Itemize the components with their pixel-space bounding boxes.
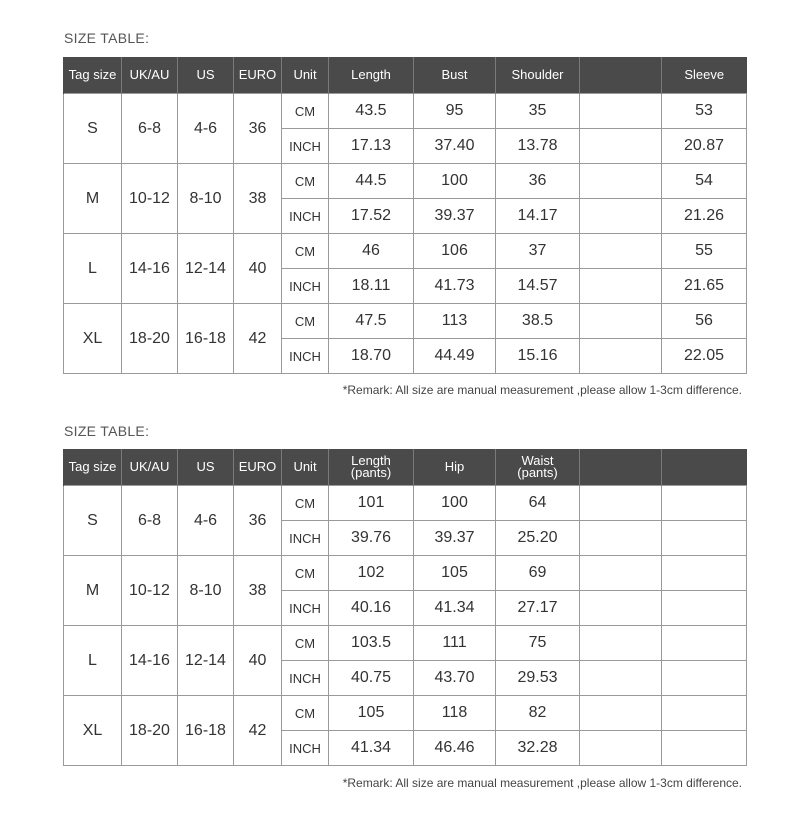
measurement-cell: 37.40 bbox=[414, 129, 496, 164]
table-header-row bbox=[64, 449, 747, 486]
size-table-tops bbox=[63, 57, 747, 374]
measurement-cell: 69 bbox=[496, 556, 580, 591]
size-euro-cell: 42 bbox=[234, 696, 282, 766]
measurement-cell: 20.87 bbox=[662, 129, 747, 164]
measurement-cell: 40.16 bbox=[329, 591, 414, 626]
measurement-cell: 41.34 bbox=[414, 591, 496, 626]
measurement-cell: 101 bbox=[329, 486, 414, 521]
measurement-cell: 13.78 bbox=[496, 129, 580, 164]
measurement-cell: 54 bbox=[662, 164, 747, 199]
measurement-cell: 41.34 bbox=[329, 731, 414, 766]
column-header: Shoulder bbox=[496, 57, 580, 94]
measurement-cell: 41.73 bbox=[414, 269, 496, 304]
measurement-cell: 46.46 bbox=[414, 731, 496, 766]
measurement-cell: 18.11 bbox=[329, 269, 414, 304]
measurement-cell: 15.16 bbox=[496, 339, 580, 374]
unit-cell: CM bbox=[282, 696, 329, 731]
unit-cell: INCH bbox=[282, 591, 329, 626]
unit-cell: INCH bbox=[282, 269, 329, 304]
measurement-cell bbox=[580, 626, 662, 661]
measurement-cell bbox=[580, 94, 662, 129]
measurement-cell bbox=[662, 556, 747, 591]
size-uk-cell: 10-12 bbox=[122, 164, 178, 234]
column-header: Unit bbox=[282, 57, 329, 94]
measurement-cell: 44.5 bbox=[329, 164, 414, 199]
table-row bbox=[64, 94, 747, 129]
measurement-cell bbox=[580, 591, 662, 626]
size-euro-cell: 38 bbox=[234, 556, 282, 626]
size-us-cell: 12-14 bbox=[178, 234, 234, 304]
measurement-cell: 43.70 bbox=[414, 661, 496, 696]
remark-text: *Remark: All size are manual measurement ,please allow 1-3cm difference. bbox=[342, 383, 742, 397]
column-header: EURO bbox=[234, 449, 282, 486]
column-header: US bbox=[178, 449, 234, 486]
measurement-cell: 53 bbox=[662, 94, 747, 129]
measurement-cell bbox=[580, 339, 662, 374]
unit-cell: INCH bbox=[282, 199, 329, 234]
column-header: UK/AU bbox=[122, 57, 178, 94]
measurement-cell: 113 bbox=[414, 304, 496, 339]
measurement-cell: 75 bbox=[496, 626, 580, 661]
size-uk-cell: 14-16 bbox=[122, 234, 178, 304]
size-euro-cell: 40 bbox=[234, 626, 282, 696]
measurement-cell: 43.5 bbox=[329, 94, 414, 129]
size-us-cell: 4-6 bbox=[178, 94, 234, 164]
measurement-cell: 39.76 bbox=[329, 521, 414, 556]
measurement-cell: 22.05 bbox=[662, 339, 747, 374]
size-tag-cell: M bbox=[64, 164, 122, 234]
measurement-cell bbox=[580, 521, 662, 556]
column-header: EURO bbox=[234, 57, 282, 94]
measurement-cell: 14.17 bbox=[496, 199, 580, 234]
table-row bbox=[64, 304, 747, 339]
measurement-cell: 38.5 bbox=[496, 304, 580, 339]
measurement-cell: 82 bbox=[496, 696, 580, 731]
measurement-cell bbox=[662, 486, 747, 521]
measurement-cell: 14.57 bbox=[496, 269, 580, 304]
measurement-cell: 39.37 bbox=[414, 199, 496, 234]
unit-cell: CM bbox=[282, 556, 329, 591]
column-header: Tag size bbox=[64, 449, 122, 486]
table-row bbox=[64, 696, 747, 731]
unit-cell: INCH bbox=[282, 129, 329, 164]
measurement-cell: 102 bbox=[329, 556, 414, 591]
column-header: Waist (pants) bbox=[496, 449, 580, 486]
measurement-cell: 35 bbox=[496, 94, 580, 129]
unit-cell: CM bbox=[282, 94, 329, 129]
size-uk-cell: 18-20 bbox=[122, 696, 178, 766]
measurement-cell bbox=[580, 164, 662, 199]
measurement-cell: 95 bbox=[414, 94, 496, 129]
unit-cell: CM bbox=[282, 486, 329, 521]
measurement-cell: 29.53 bbox=[496, 661, 580, 696]
unit-cell: INCH bbox=[282, 661, 329, 696]
unit-cell: CM bbox=[282, 164, 329, 199]
column-header: Tag size bbox=[64, 57, 122, 94]
measurement-cell bbox=[662, 591, 747, 626]
size-uk-cell: 6-8 bbox=[122, 486, 178, 556]
measurement-cell: 118 bbox=[414, 696, 496, 731]
measurement-cell: 21.65 bbox=[662, 269, 747, 304]
column-header: US bbox=[178, 57, 234, 94]
size-euro-cell: 42 bbox=[234, 304, 282, 374]
measurement-cell: 64 bbox=[496, 486, 580, 521]
measurement-cell: 100 bbox=[414, 486, 496, 521]
measurement-cell: 44.49 bbox=[414, 339, 496, 374]
measurement-cell bbox=[580, 486, 662, 521]
measurement-cell: 39.37 bbox=[414, 521, 496, 556]
size-tag-cell: S bbox=[64, 486, 122, 556]
measurement-cell: 37 bbox=[496, 234, 580, 269]
size-table-title: SIZE TABLE: bbox=[64, 30, 150, 46]
size-us-cell: 4-6 bbox=[178, 486, 234, 556]
size-euro-cell: 40 bbox=[234, 234, 282, 304]
size-tag-cell: L bbox=[64, 234, 122, 304]
measurement-cell: 100 bbox=[414, 164, 496, 199]
size-uk-cell: 14-16 bbox=[122, 626, 178, 696]
measurement-cell bbox=[580, 304, 662, 339]
table-row bbox=[64, 164, 747, 199]
measurement-cell bbox=[580, 731, 662, 766]
size-euro-cell: 38 bbox=[234, 164, 282, 234]
size-table-pants bbox=[63, 449, 747, 766]
size-table-title: SIZE TABLE: bbox=[64, 423, 150, 439]
column-header: Sleeve bbox=[662, 57, 747, 94]
measurement-cell bbox=[580, 269, 662, 304]
measurement-cell bbox=[580, 129, 662, 164]
measurement-cell bbox=[662, 626, 747, 661]
measurement-cell: 40.75 bbox=[329, 661, 414, 696]
table-row bbox=[64, 234, 747, 269]
size-us-cell: 8-10 bbox=[178, 556, 234, 626]
size-tag-cell: XL bbox=[64, 696, 122, 766]
measurement-cell: 47.5 bbox=[329, 304, 414, 339]
measurement-cell bbox=[580, 234, 662, 269]
measurement-cell bbox=[662, 521, 747, 556]
measurement-cell: 17.13 bbox=[329, 129, 414, 164]
column-header bbox=[662, 449, 747, 486]
size-uk-cell: 10-12 bbox=[122, 556, 178, 626]
size-us-cell: 12-14 bbox=[178, 626, 234, 696]
measurement-cell bbox=[580, 661, 662, 696]
measurement-cell bbox=[662, 731, 747, 766]
measurement-cell: 21.26 bbox=[662, 199, 747, 234]
table-header-row bbox=[64, 57, 747, 94]
unit-cell: CM bbox=[282, 626, 329, 661]
size-us-cell: 16-18 bbox=[178, 696, 234, 766]
table-row bbox=[64, 626, 747, 661]
unit-cell: INCH bbox=[282, 731, 329, 766]
measurement-cell bbox=[580, 696, 662, 731]
column-header: Bust bbox=[414, 57, 496, 94]
measurement-cell: 106 bbox=[414, 234, 496, 269]
measurement-cell: 27.17 bbox=[496, 591, 580, 626]
measurement-cell: 56 bbox=[662, 304, 747, 339]
measurement-cell: 55 bbox=[662, 234, 747, 269]
measurement-cell bbox=[662, 696, 747, 731]
column-header: UK/AU bbox=[122, 449, 178, 486]
measurement-cell: 18.70 bbox=[329, 339, 414, 374]
column-header: Unit bbox=[282, 449, 329, 486]
column-header: Length (pants) bbox=[329, 449, 414, 486]
size-tag-cell: M bbox=[64, 556, 122, 626]
size-tag-cell: S bbox=[64, 94, 122, 164]
measurement-cell bbox=[580, 556, 662, 591]
unit-cell: CM bbox=[282, 234, 329, 269]
size-euro-cell: 36 bbox=[234, 94, 282, 164]
unit-cell: INCH bbox=[282, 521, 329, 556]
table-row bbox=[64, 486, 747, 521]
size-uk-cell: 18-20 bbox=[122, 304, 178, 374]
measurement-cell bbox=[580, 199, 662, 234]
column-header bbox=[580, 449, 662, 486]
size-us-cell: 8-10 bbox=[178, 164, 234, 234]
unit-cell: CM bbox=[282, 304, 329, 339]
size-tag-cell: XL bbox=[64, 304, 122, 374]
measurement-cell: 32.28 bbox=[496, 731, 580, 766]
size-euro-cell: 36 bbox=[234, 486, 282, 556]
measurement-cell: 36 bbox=[496, 164, 580, 199]
measurement-cell: 105 bbox=[414, 556, 496, 591]
measurement-cell: 105 bbox=[329, 696, 414, 731]
size-tag-cell: L bbox=[64, 626, 122, 696]
measurement-cell: 25.20 bbox=[496, 521, 580, 556]
measurement-cell bbox=[662, 661, 747, 696]
column-header: Length bbox=[329, 57, 414, 94]
measurement-cell: 103.5 bbox=[329, 626, 414, 661]
unit-cell: INCH bbox=[282, 339, 329, 374]
table-row bbox=[64, 556, 747, 591]
column-header: Hip bbox=[414, 449, 496, 486]
column-header bbox=[580, 57, 662, 94]
measurement-cell: 46 bbox=[329, 234, 414, 269]
measurement-cell: 111 bbox=[414, 626, 496, 661]
size-uk-cell: 6-8 bbox=[122, 94, 178, 164]
size-us-cell: 16-18 bbox=[178, 304, 234, 374]
remark-text: *Remark: All size are manual measurement ,please allow 1-3cm difference. bbox=[342, 776, 742, 790]
measurement-cell: 17.52 bbox=[329, 199, 414, 234]
